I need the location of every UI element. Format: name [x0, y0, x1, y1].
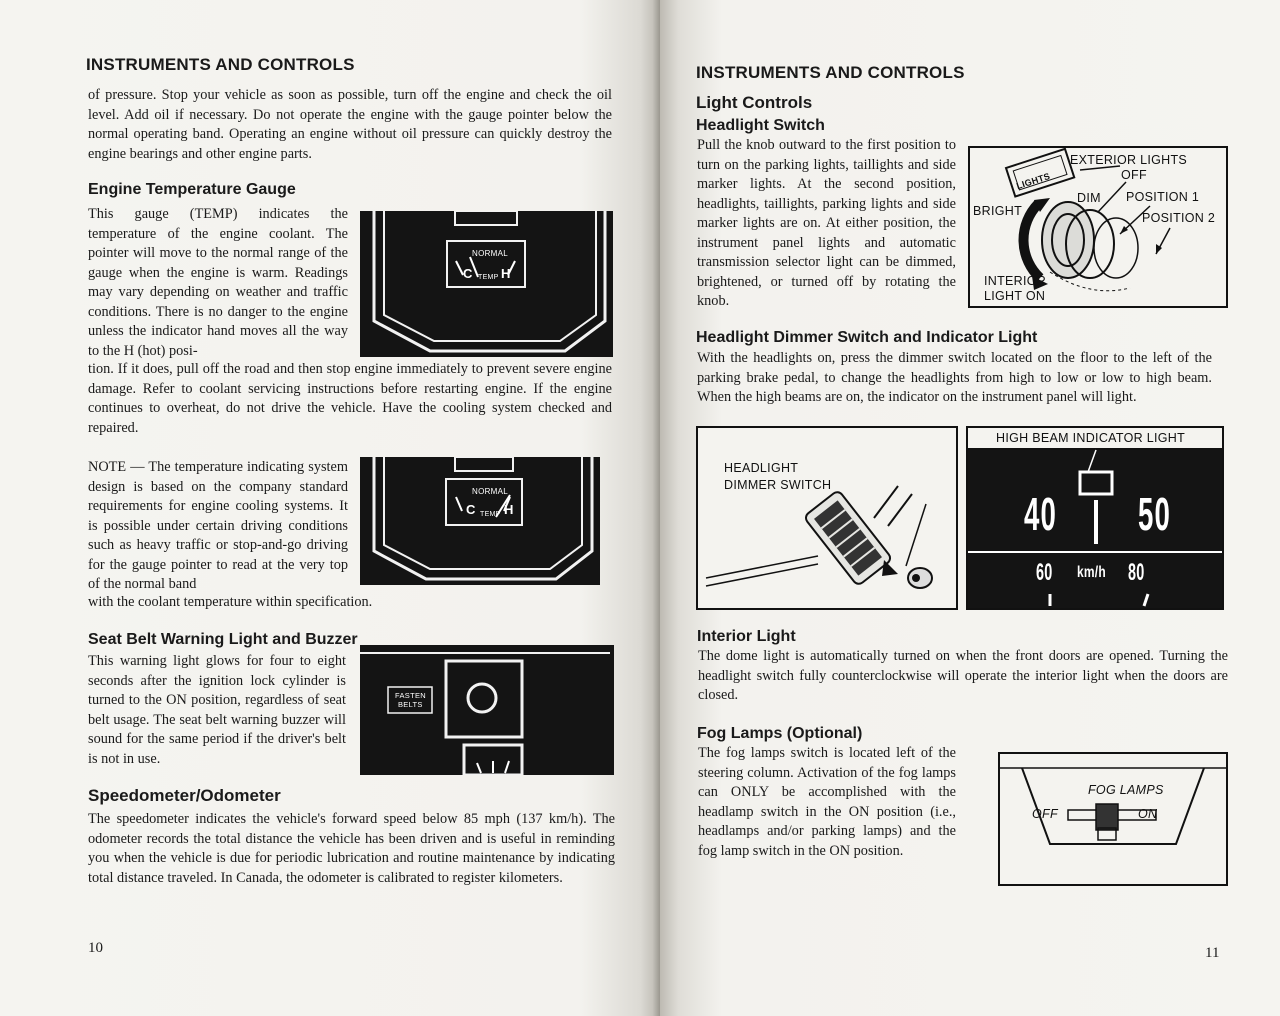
fasten-belts-label-1: FASTEN: [395, 691, 426, 700]
fog-lamps-paragraph: The fog lamps switch is located left of the steering column. Activation of the fog lamps can ONLY be accomplished with the headlamp switch in the ON position (i.e., headlamps and/or parking lamps) and the fog lamp switch in the ON position.: [698, 745, 956, 859]
seat-belt-illustration: [360, 645, 614, 775]
temp-gauge-figure-2: [360, 457, 600, 585]
gauge2-temp-label: TEMP: [480, 511, 501, 518]
light-controls-title: Light Controls: [696, 93, 813, 112]
high-beam-figure: [966, 426, 1224, 610]
interior-light-title: Interior Light: [697, 628, 796, 645]
exterior-lights-label: EXTERIOR LIGHTS: [1070, 153, 1188, 167]
speed-80-label: 80: [1128, 559, 1145, 586]
gauge2-normal-label: NORMAL: [472, 487, 509, 496]
right-page: [660, 0, 1280, 1016]
gauge-normal-label: NORMAL: [472, 249, 509, 258]
note-continued-paragraph: with the coolant temperature within specification.: [88, 594, 373, 610]
gauge2-c-label: C: [466, 502, 476, 517]
bright-label: BRIGHT: [973, 204, 1023, 218]
position-1-label: POSITION 1: [1126, 190, 1200, 204]
fog-lamps-label: FOG LAMPS: [1088, 783, 1164, 797]
interior-light-paragraph: The dome light is automatically turned on when the front doors are opened. Turning the headlight switch fully counterclockwise will operate the interior light when the doors are closed.: [698, 648, 1228, 703]
gauge2-h-label: H: [504, 502, 514, 517]
oil-pressure-paragraph: of pressure. Stop your vehicle as soon as possible, turn off the engine and check the oil level. Add oil if necessary. Do not operate the engine with the gauge pointer below the normal operating band. Operating an engine without oil pressure can quickly destroy the engine bearings and other engine parts.: [88, 87, 612, 162]
high-beam-label: HIGH BEAM INDICATOR LIGHT: [996, 431, 1185, 445]
dimmer-title: Headlight Dimmer Switch and Indicator Light: [696, 329, 1038, 346]
seat-belt-title: Seat Belt Warning Light and Buzzer: [88, 631, 358, 648]
position-2-label: POSITION 2: [1142, 211, 1216, 225]
temp-gauge-figure: [360, 211, 613, 357]
fog-off-label: OFF: [1032, 807, 1058, 821]
dim-label: DIM: [1077, 191, 1101, 205]
speed-50-label: 50: [1138, 488, 1172, 540]
engine-temp-continued-paragraph: tion. If it does, pull off the road and then stop engine immediately to prevent severe engine damage. Refer to coolant servicing instructions before restarting engine. If the engine continues to overheat, do not drive the vehicle. Have the cooling system checked and repaired.: [88, 361, 612, 436]
left-page-number: 10: [88, 940, 103, 956]
seat-belt-paragraph: This warning light glows for four to eight seconds after the ignition lock cylinder is turned to the ON position, regardless of seat belt usage. The seat belt warning buzzer will sound for the same period if the driver's belt is not in use.: [88, 653, 346, 767]
engine-temp-paragraph: This gauge (TEMP) indicates the temperature of the engine coolant. The pointer will move to the normal range of the gauge when the engine is warm. Readings may vary depending on weather and traffic conditions. There is no danger to the engine unless the indicator hand moves all the way to the H (hot) posi-: [88, 206, 348, 359]
gauge-c-label: C: [463, 266, 473, 281]
seat-belt-figure: [360, 645, 614, 775]
gauge-temp-label: TEMP: [478, 274, 499, 281]
headlight-switch-title: Headlight Switch: [696, 117, 825, 134]
kmh-unit-label: km/h: [1077, 564, 1106, 581]
right-page-number: 11: [1205, 945, 1220, 961]
dimmer-pedal-illustration: [698, 428, 956, 608]
fasten-belts-label-2: BELTS: [398, 700, 423, 709]
headlight-dimmer-label-1: HEADLIGHT: [724, 461, 799, 475]
headlight-dimmer-label-2: DIMMER SWITCH: [724, 478, 832, 492]
speedo-paragraph: The speedometer indicates the vehicle's forward speed below 85 mph (137 km/h). The odometer records the total distance the vehicle has been driven and is useful in reminding you when the vehicle is due for periodic lubrication and routine maintenance by indicating total distance traveled. In Canada, the odometer is calibrated to register kilometers.: [88, 811, 615, 886]
right-page-header: INSTRUMENTS AND CONTROLS: [696, 63, 965, 82]
interior-label-2: LIGHT ON: [984, 289, 1046, 303]
note-paragraph: NOTE — The temperature indicating system design is based on the company standard requirements for engine cooling systems. It is possible under certain driving conditions such as heavy traffic or stop-and-go driving for the gauge pointer to read at the very top of the normal band: [88, 459, 348, 592]
dimmer-switch-figure: [696, 426, 958, 610]
left-page-header: INSTRUMENTS AND CONTROLS: [86, 55, 355, 74]
headlight-switch-figure: [968, 146, 1228, 308]
speed-60-label: 60: [1036, 559, 1053, 586]
fog-lamps-title: Fog Lamps (Optional): [697, 725, 863, 742]
fog-on-label: ON: [1138, 807, 1158, 821]
gauge-h-label: H: [501, 266, 511, 281]
speedo-title: Speedometer/Odometer: [88, 786, 281, 805]
dimmer-paragraph: With the headlights on, press the dimmer switch located on the floor to the left of the parking brake pedal, to change the headlights from high to low or low to high beam. When the high beams are on, the indicator on the instrument panel will light.: [697, 350, 1212, 405]
interior-label-1: INTERIOR: [984, 274, 1047, 288]
speed-40-label: 40: [1024, 488, 1058, 540]
headlight-switch-paragraph: Pull the knob outward to the first position to turn on the parking lights, taillights and side marker lights. At the second position, headlights, taillights, parking lights and side marker lights are on. At either position, the instrument panel lights and automatic transmission selector light can be dimmed, brightened, or turned off by rotating the knob.: [697, 137, 956, 309]
lights-knob-label: LIGHTS: [1015, 170, 1052, 192]
fog-lamps-figure: [998, 752, 1228, 886]
off-label: OFF: [1121, 168, 1147, 182]
engine-temp-title: Engine Temperature Gauge: [88, 181, 296, 198]
